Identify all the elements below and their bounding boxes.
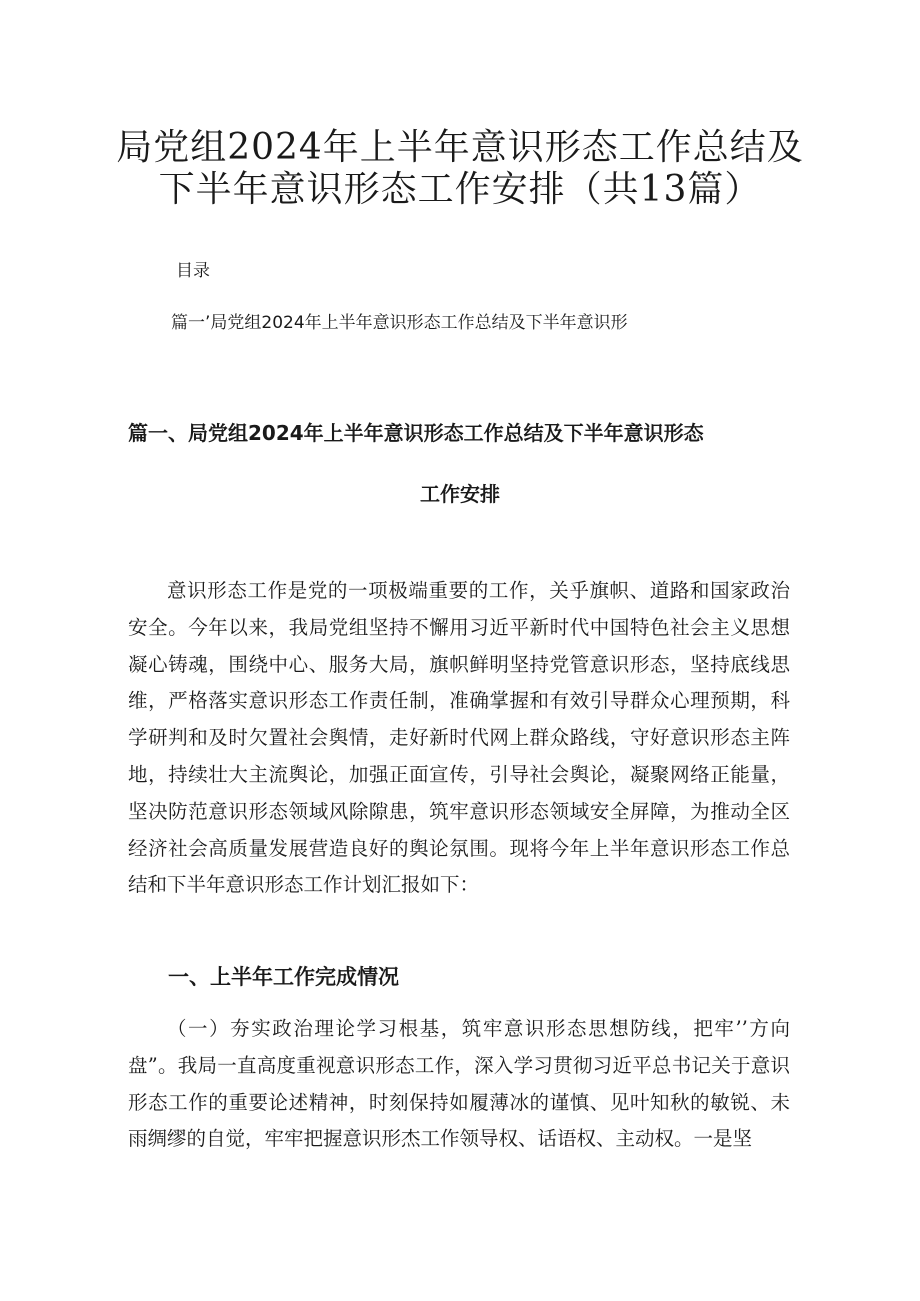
toc-entry-1[interactable]: 篇一’局党组2024年上半年意识形态工作总结及下半年意识形	[171, 313, 628, 333]
document-title-line1: 局党组2024年上半年意识形态工作总结及	[116, 127, 804, 168]
document-title-line2: 下半年意识形态工作安排（共13篇）	[158, 169, 762, 210]
toc-label: 目录	[176, 261, 210, 281]
section-title-line1: 篇一、局党组2024年上半年意识形态工作总结及下半年意识形态	[128, 421, 704, 445]
body-paragraph-2: （一）夯实政治理论学习根基，筑牢意识形态思想防线，把牢’’方向盘”。我局一直高度重视意识形态工作，深入学习贯彻习近平总书记关于意识形态工作的重要论述精神，时刻保持如履薄冰的谨慎、见叶知秋的敏锐、未雨绸缪的自觉，牢牢把握意识形杰工作领导权、话语权、主动权。一是坚	[128, 1017, 790, 1151]
body-paragraph-1: 意识形态工作是党的一项极端重要的工作，关乎旗帜、道路和国家政治安全。今年以来，我局党组坚持不懈用习近平新时代中国特色社会主义思想凝心铸魂，围绕中心、服务大局，旗帜鲜明坚持党管意识形态，坚持底线思维，严格落实意识形态工作责任制，准确掌握和有效引导群众心理预期，科学研判和及时欠置社会舆情，走好新时代网上群众路线，守好意识形态主阵地，持续壮大主流舆论，加强正面宣传，引导社会舆论，凝聚网络正能量，坚决防范意识形态领域风除隙患，筑牢意识形态领域安全屏障，为推动全区经济社会高质量发展营造良好的舆论氛围。现将今年上半年意识形态工作总结和下半年意识形态工作计划汇报如下：	[128, 579, 790, 897]
section-title-line2: 工作安排	[420, 482, 500, 506]
heading-first-half-results: 一、上半年工作完成情况	[168, 965, 399, 989]
